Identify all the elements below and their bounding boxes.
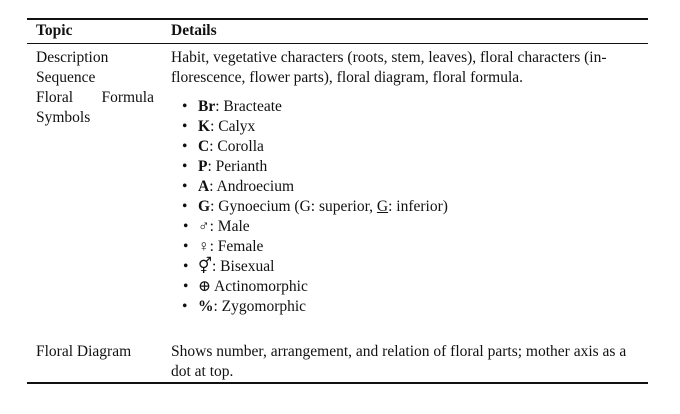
- male-icon: ♂: [198, 218, 210, 235]
- table-top-rule: [27, 18, 648, 20]
- topic-line: Symbols: [36, 109, 91, 126]
- row1-topic: [36, 48, 154, 128]
- list-item: • G: Gynoecium (G: superior, G: inferior): [182, 198, 448, 215]
- bullet-icon: •: [182, 298, 188, 315]
- list-item: • A: Androecium: [182, 178, 295, 195]
- list-item: • ⊕ Actinomorphic: [183, 278, 308, 295]
- row1-details: [171, 48, 641, 317]
- female-icon: ♀: [198, 238, 210, 255]
- bullet-icon: •: [183, 258, 189, 275]
- list-item: • ⚥: Bisexual: [183, 258, 275, 275]
- bullet-icon: •: [182, 178, 188, 195]
- list-item: • C: Corolla: [182, 138, 264, 155]
- header-rule: [27, 43, 648, 44]
- row2-topic: Floral Diagram: [36, 343, 132, 360]
- bullet-icon: •: [182, 158, 188, 175]
- list-item: • %: Zygomorphic: [182, 298, 307, 315]
- row2-details: Shows number, arrangement, and relation of floral parts; mother axis as a dot at top.: [171, 343, 627, 380]
- zygomorphic-icon: %: [198, 298, 214, 315]
- symbol-list: [171, 97, 641, 317]
- topic-line: Floral Formula: [36, 89, 154, 106]
- topic-line: Description: [36, 49, 109, 66]
- bullet-icon: •: [182, 98, 188, 115]
- list-item: • P: Perianth: [182, 158, 268, 175]
- bullet-icon: •: [183, 278, 189, 295]
- bullet-icon: •: [183, 238, 189, 255]
- table-bottom-rule: [27, 382, 648, 384]
- list-item: • ♂: Male: [183, 218, 250, 235]
- circle-plus-icon: ⊕: [198, 278, 211, 295]
- details-line-2: florescence, flower parts), floral diagram, floral formula.: [171, 69, 524, 86]
- details-line-1: Habit, vegetative characters (roots, stem, leaves), floral characters (in-: [171, 49, 607, 66]
- bullet-icon: •: [182, 118, 188, 135]
- list-item: • K: Calyx: [182, 118, 256, 135]
- topic-line: Sequence: [36, 69, 96, 86]
- bullet-icon: •: [182, 198, 188, 215]
- bisexual-icon: ⚥: [198, 258, 212, 275]
- list-item: • ♀: Female: [183, 238, 264, 255]
- header-topic: Topic: [36, 22, 73, 39]
- header-details: Details: [171, 22, 217, 39]
- bullet-icon: •: [182, 138, 188, 155]
- details-paragraph: [171, 48, 641, 88]
- list-item: • Br: Bracteate: [182, 98, 282, 115]
- bullet-icon: •: [183, 218, 189, 235]
